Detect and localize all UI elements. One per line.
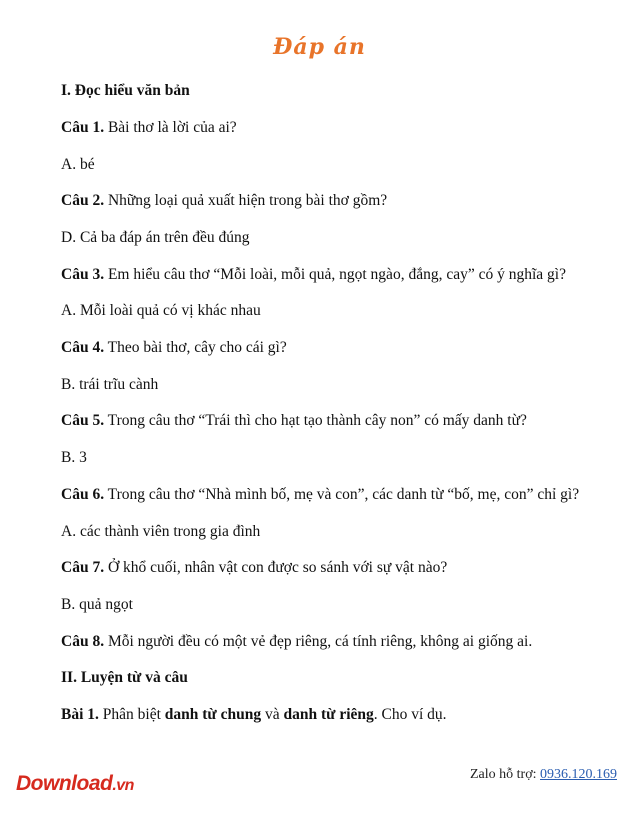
question-label: Câu 6.	[61, 486, 105, 503]
question-8	[61, 633, 532, 651]
exercise-term: danh từ chung	[164, 706, 262, 723]
question-text: Ở khổ cuối, nhân vật con được so sánh với sự vật nào?	[104, 559, 448, 576]
logo-suffix: .vn	[112, 777, 134, 794]
question-text: Trong câu thơ “Nhà mình bố, mẹ và con”, các danh từ “bố, mẹ, con” chỉ gì?	[104, 486, 580, 503]
section-heading-reading	[61, 82, 190, 100]
question-3	[61, 266, 566, 284]
question-text: Bài thơ là lời của ai?	[104, 119, 237, 136]
download-vn-logo[interactable]	[16, 772, 134, 796]
question-text: Em hiểu câu thơ “Mỗi loài, mỗi quả, ngọt ngào, đắng, cay” có ý nghĩa gì?	[104, 266, 566, 283]
answer-7: B. quả ngọt	[61, 596, 133, 613]
question-1	[61, 119, 237, 137]
question-label: Câu 5.	[61, 412, 105, 429]
question-label: Câu 3.	[61, 266, 105, 283]
section-heading-vocabulary	[61, 669, 188, 687]
question-label: Câu 1.	[61, 119, 105, 136]
exercise-label: Bài 1.	[61, 706, 99, 723]
question-4	[61, 339, 287, 357]
question-7	[61, 559, 447, 577]
question-label: Câu 7.	[61, 559, 105, 576]
page-title: Đáp án	[273, 34, 366, 60]
zalo-support	[470, 767, 617, 783]
answer-2: D. Cả ba đáp án trên đều đúng	[61, 229, 250, 246]
question-text: Theo bài thơ, cây cho cái gì?	[104, 339, 287, 356]
zalo-phone-link[interactable]: 0936.120.169	[540, 767, 617, 782]
question-text: Trong câu thơ “Trái thì cho hạt tạo thành cây non” có mấy danh từ?	[104, 412, 527, 429]
question-label: Câu 4.	[61, 339, 105, 356]
answer-1: A. bé	[61, 156, 95, 173]
question-text: Những loại quả xuất hiện trong bài thơ gồm?	[104, 192, 388, 209]
exercise-text: Phân biệt	[98, 706, 165, 723]
answer-3: A. Mỗi loài quả có vị khác nhau	[61, 302, 261, 319]
answer-6: A. các thành viên trong gia đình	[61, 523, 261, 540]
section-heading-text: II. Luyện từ và câu	[61, 669, 188, 686]
answer-4: B. trái trĩu cành	[61, 376, 159, 393]
answer-5: B. 3	[61, 449, 87, 466]
exercise-1	[61, 706, 447, 724]
exercise-text: và	[261, 706, 284, 723]
question-5	[61, 412, 527, 430]
question-label: Câu 2.	[61, 192, 105, 209]
exercise-term: danh từ riêng	[283, 706, 374, 723]
question-text: Mỗi người đều có một vẻ đẹp riêng, cá tính riêng, không ai giống ai.	[104, 633, 533, 650]
zalo-label: Zalo hỗ trợ:	[470, 767, 540, 782]
question-2	[61, 192, 387, 210]
logo-main: Download	[16, 772, 113, 795]
question-6	[61, 486, 579, 504]
question-label: Câu 8.	[61, 633, 105, 650]
section-heading-text: I. Đọc hiểu văn bản	[61, 82, 190, 99]
exercise-text: . Cho ví dụ.	[373, 706, 447, 723]
